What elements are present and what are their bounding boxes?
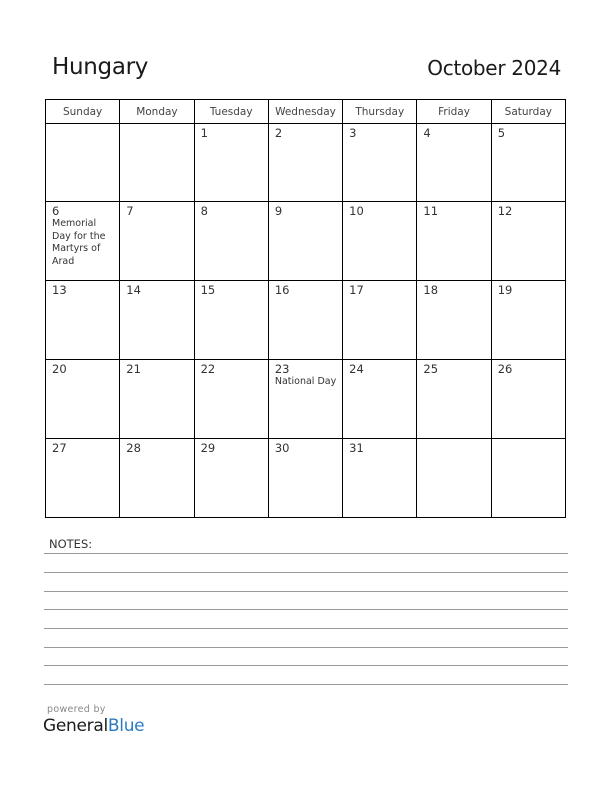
day-cell	[120, 124, 194, 202]
day-cell	[343, 124, 417, 202]
weekday-tuesday: Tuesday	[194, 100, 268, 124]
day-number: 10	[349, 204, 364, 218]
holiday-label: National Day	[274, 376, 337, 387]
brand-blue: Blue	[107, 716, 145, 736]
day-number: 13	[52, 283, 67, 297]
day-number: 26	[497, 362, 513, 376]
day-number: 16	[274, 283, 290, 297]
note-line	[44, 684, 568, 685]
holiday-label: Memorial Day for the Martyrs of Arad	[52, 218, 106, 267]
day-cell	[343, 360, 417, 439]
day-cell	[46, 202, 120, 281]
day-cell	[268, 439, 342, 518]
note-line	[44, 609, 568, 610]
day-number: 5	[497, 126, 506, 140]
day-cell	[491, 439, 565, 518]
day-number: 22	[200, 362, 216, 376]
day-cell	[491, 202, 565, 281]
weekday-thursday: Thursday	[343, 100, 417, 124]
day-cell	[268, 202, 342, 281]
day-cell	[194, 202, 268, 281]
day-cell	[194, 360, 268, 439]
day-cell	[268, 360, 342, 439]
day-cell	[120, 439, 194, 518]
month-year-title: October 2024	[427, 56, 561, 80]
day-cell	[46, 360, 120, 439]
day-number: 19	[497, 283, 513, 297]
day-cell	[268, 124, 342, 202]
day-cell	[417, 124, 491, 202]
day-cell	[268, 281, 342, 360]
day-number: 20	[52, 362, 67, 376]
day-number: 12	[497, 204, 513, 218]
day-number: 31	[349, 441, 364, 455]
day-cell	[491, 360, 565, 439]
week-row	[46, 281, 566, 360]
day-number: 29	[200, 441, 216, 455]
day-cell	[417, 281, 491, 360]
day-cell	[491, 281, 565, 360]
day-cell	[46, 124, 120, 202]
week-row	[46, 202, 566, 281]
day-number: 8	[200, 204, 208, 218]
day-cell	[194, 439, 268, 518]
weekday-wednesday: Wednesday	[268, 100, 342, 124]
day-number: 9	[274, 204, 283, 218]
week-row	[46, 124, 566, 202]
day-number: 18	[423, 283, 439, 297]
day-number: 15	[200, 283, 216, 297]
note-line	[44, 665, 568, 666]
brand-general: General	[43, 716, 108, 736]
day-number: 30	[274, 441, 290, 455]
day-cell	[491, 124, 565, 202]
day-number: 7	[126, 204, 134, 218]
day-cell	[46, 281, 120, 360]
day-cell	[343, 202, 417, 281]
week-row	[46, 360, 566, 439]
day-cell	[417, 360, 491, 439]
day-cell	[120, 281, 194, 360]
day-cell	[343, 281, 417, 360]
weekday-friday: Friday	[417, 100, 491, 124]
day-number: 24	[349, 362, 364, 376]
day-number: 21	[126, 362, 141, 376]
day-cell	[120, 360, 194, 439]
day-cell	[417, 202, 491, 281]
day-number: 6	[52, 204, 60, 218]
day-number: 4	[423, 126, 431, 140]
weekday-saturday: Saturday	[491, 100, 565, 124]
generalblue-logo	[43, 716, 144, 736]
day-cell	[343, 439, 417, 518]
weekday-header-row	[46, 100, 566, 124]
day-cell	[46, 439, 120, 518]
note-line	[44, 647, 568, 648]
calendar-grid	[45, 99, 566, 518]
day-number: 11	[423, 204, 439, 218]
weekday-sunday: Sunday	[46, 100, 120, 124]
day-cell	[194, 281, 268, 360]
note-line	[44, 591, 568, 592]
day-cell	[194, 124, 268, 202]
day-cell	[120, 202, 194, 281]
notes-label: NOTES:	[49, 537, 93, 551]
day-number: 1	[200, 126, 208, 140]
day-cell	[417, 439, 491, 518]
day-number: 25	[423, 362, 439, 376]
day-number: 3	[349, 126, 357, 140]
day-number: 23	[274, 362, 290, 376]
day-number: 27	[52, 441, 67, 455]
day-number: 14	[126, 283, 141, 297]
country-title: Hungary	[52, 54, 149, 80]
note-line	[44, 628, 568, 629]
weekday-monday: Monday	[120, 100, 194, 124]
week-row	[46, 439, 566, 518]
note-line	[44, 572, 568, 573]
day-number: 28	[126, 441, 141, 455]
day-number: 2	[274, 126, 283, 140]
note-line	[44, 553, 568, 554]
day-number: 17	[349, 283, 364, 297]
powered-by-text: powered by	[47, 704, 106, 715]
